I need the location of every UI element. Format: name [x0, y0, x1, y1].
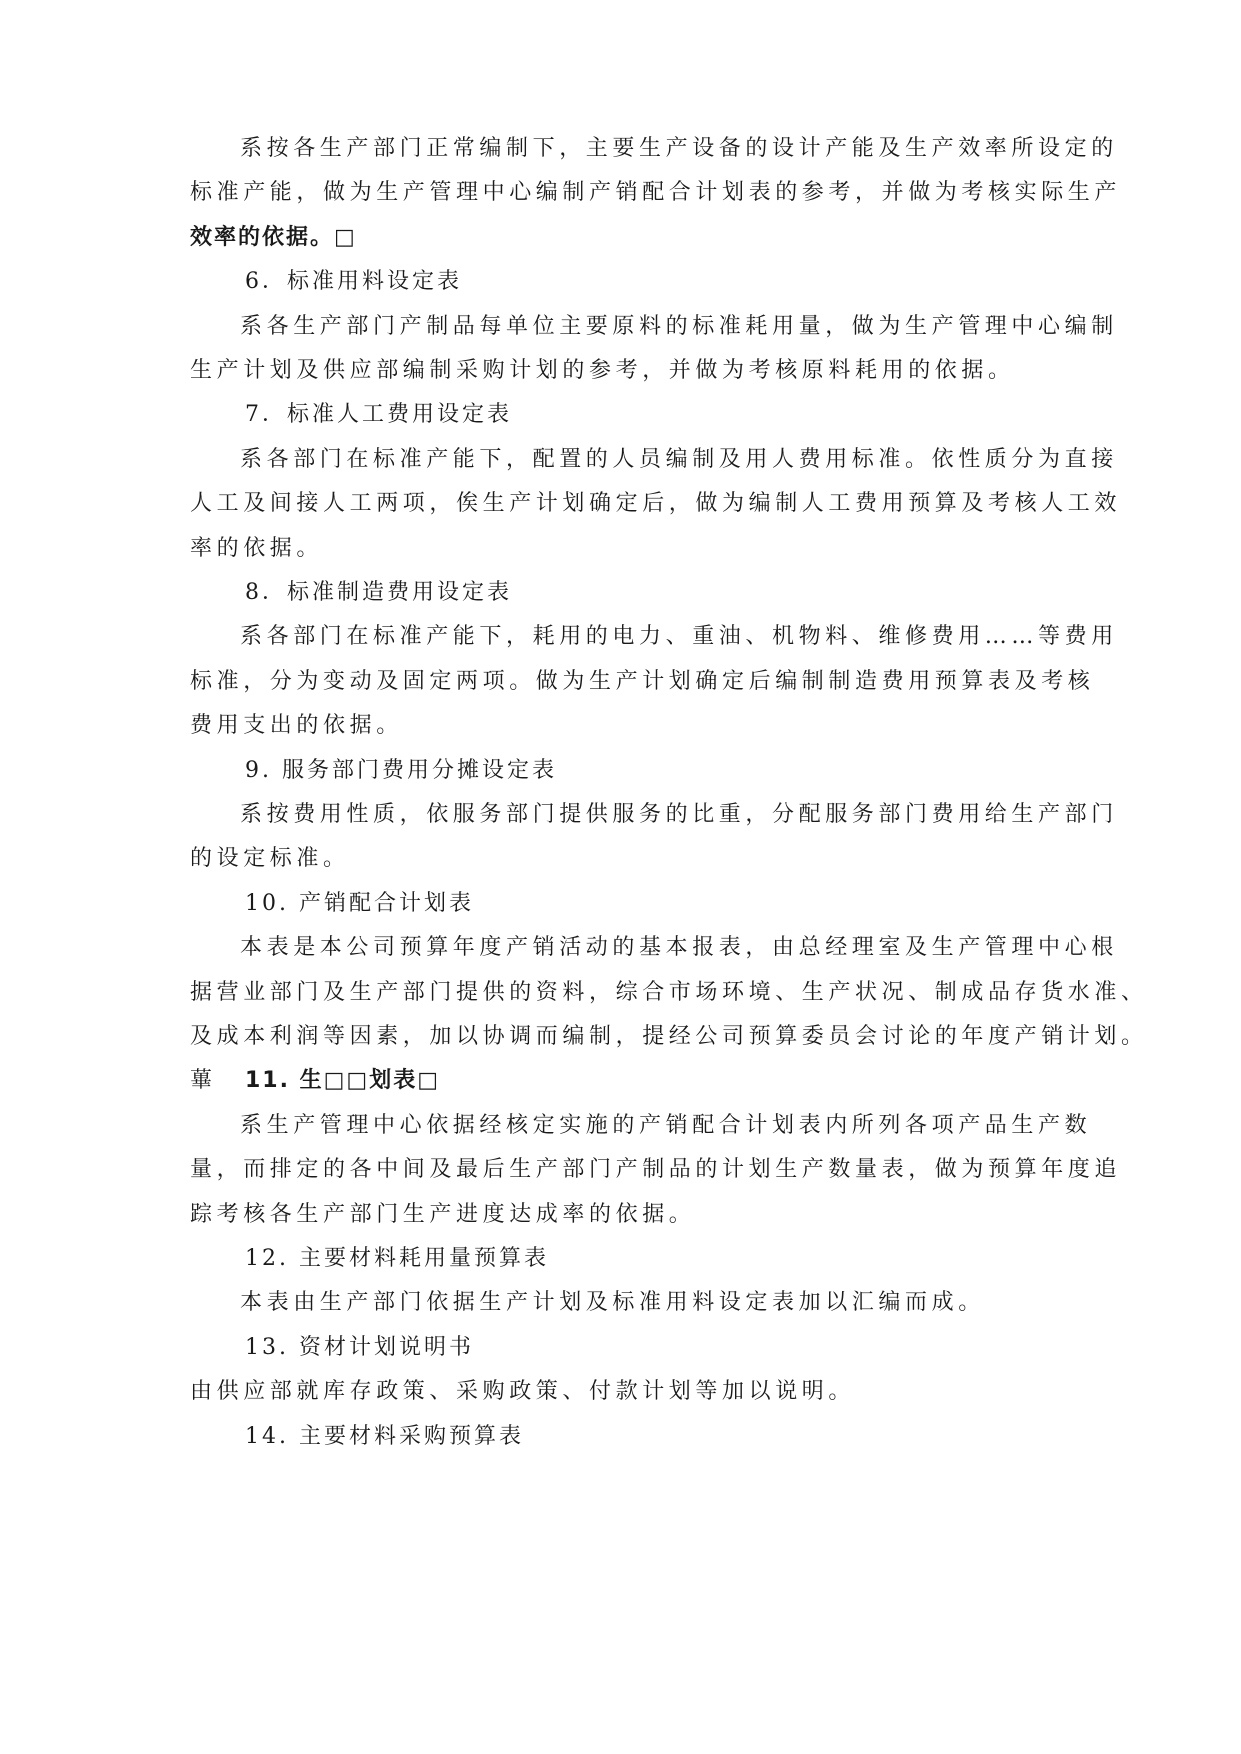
paragraph-5-line-1: 系按各生产部门正常编制下，主要生产设备的设计产能及生产效率所设定的 — [240, 136, 1118, 161]
paragraph-10-line-2: 据营业部门及生产部门提供的资料，综合市场环境、生产状况、制成品存货水准、 — [190, 980, 1148, 1005]
paragraph-8-line-2: 标准，分为变动及固定两项。做为生产计划确定后编制制造费用预算表及考核 — [190, 669, 1095, 694]
paragraph-7-line-3: 率的依据。 — [190, 536, 324, 561]
heading-7: 7．标准人工费用设定表 — [245, 402, 512, 427]
paragraph-9-line-2: 的设定标准。 — [190, 846, 350, 871]
paragraph-11-line-2: 量，而排定的各中间及最后生产部门产制品的计划生产数量表，做为预算年度追 — [190, 1157, 1122, 1182]
paragraph-10-line-3: 及成本利润等因素，加以协调而编制，提经公司预算委员会讨论的年度产销计划。 — [190, 1024, 1148, 1049]
heading-14: 14. 主要材料采购预算表 — [245, 1424, 524, 1449]
paragraph-6-line-2: 生产计划及供应部编制采购计划的参考，并做为考核原料耗用的依据。 — [190, 358, 1015, 383]
paragraph-11-line-1: 系生产管理中心依据经核定实施的产销配合计划表内所列各项产品生产数 — [240, 1113, 1092, 1138]
paragraph-5-line-3: 效率的依据。□ — [190, 225, 357, 250]
paragraph-7-line-2: 人工及间接人工两项，俟生产计划确定后，做为编制人工费用预算及考核人工效 — [190, 491, 1122, 516]
heading-8: 8．标准制造费用设定表 — [245, 580, 512, 605]
heading-11: 11. 生□□划表□ — [245, 1068, 440, 1093]
paragraph-10-line-1: 本表是本公司预算年度产销活动的基本报表，由总经理室及生产管理中心根 — [240, 935, 1118, 960]
paragraph-11-line-3: 踪考核各生产部门生产进度达成率的依据。 — [190, 1202, 696, 1227]
heading-6: 6．标准用料设定表 — [245, 269, 462, 294]
heading-11-marker: 蓽 — [190, 1068, 213, 1093]
paragraph-6-line-1: 系各生产部门产制品每单位主要原料的标准耗用量，做为生产管理中心编制 — [240, 314, 1118, 339]
paragraph-9-line-1: 系按费用性质，依服务部门提供服务的比重，分配服务部门费用给生产部门 — [240, 802, 1118, 827]
paragraph-12-line-1: 本表由生产部门依据生产计划及标准用料设定表加以汇编而成。 — [240, 1290, 985, 1315]
heading-10: 10. 产销配合计划表 — [245, 891, 474, 916]
heading-13: 13. 资材计划说明书 — [245, 1335, 474, 1360]
paragraph-5-line-2: 标准产能，做为生产管理中心编制产销配合计划表的参考，并做为考核实际生产 — [190, 180, 1122, 205]
paragraph-8-line-1: 系各部门在标准产能下，耗用的电力、重油、机物料、维修费用……等费用 — [240, 624, 1118, 649]
paragraph-13-line-1: 由供应部就库存政策、采购政策、付款计划等加以说明。 — [190, 1379, 856, 1404]
paragraph-8-line-3: 费用支出的依据。 — [190, 713, 403, 738]
heading-12: 12. 主要材料耗用量预算表 — [245, 1246, 549, 1271]
heading-9: 9. 服务部门费用分摊设定表 — [245, 758, 557, 783]
paragraph-7-line-1: 系各部门在标准产能下，配置的人员编制及用人费用标准。依性质分为直接 — [240, 447, 1118, 472]
